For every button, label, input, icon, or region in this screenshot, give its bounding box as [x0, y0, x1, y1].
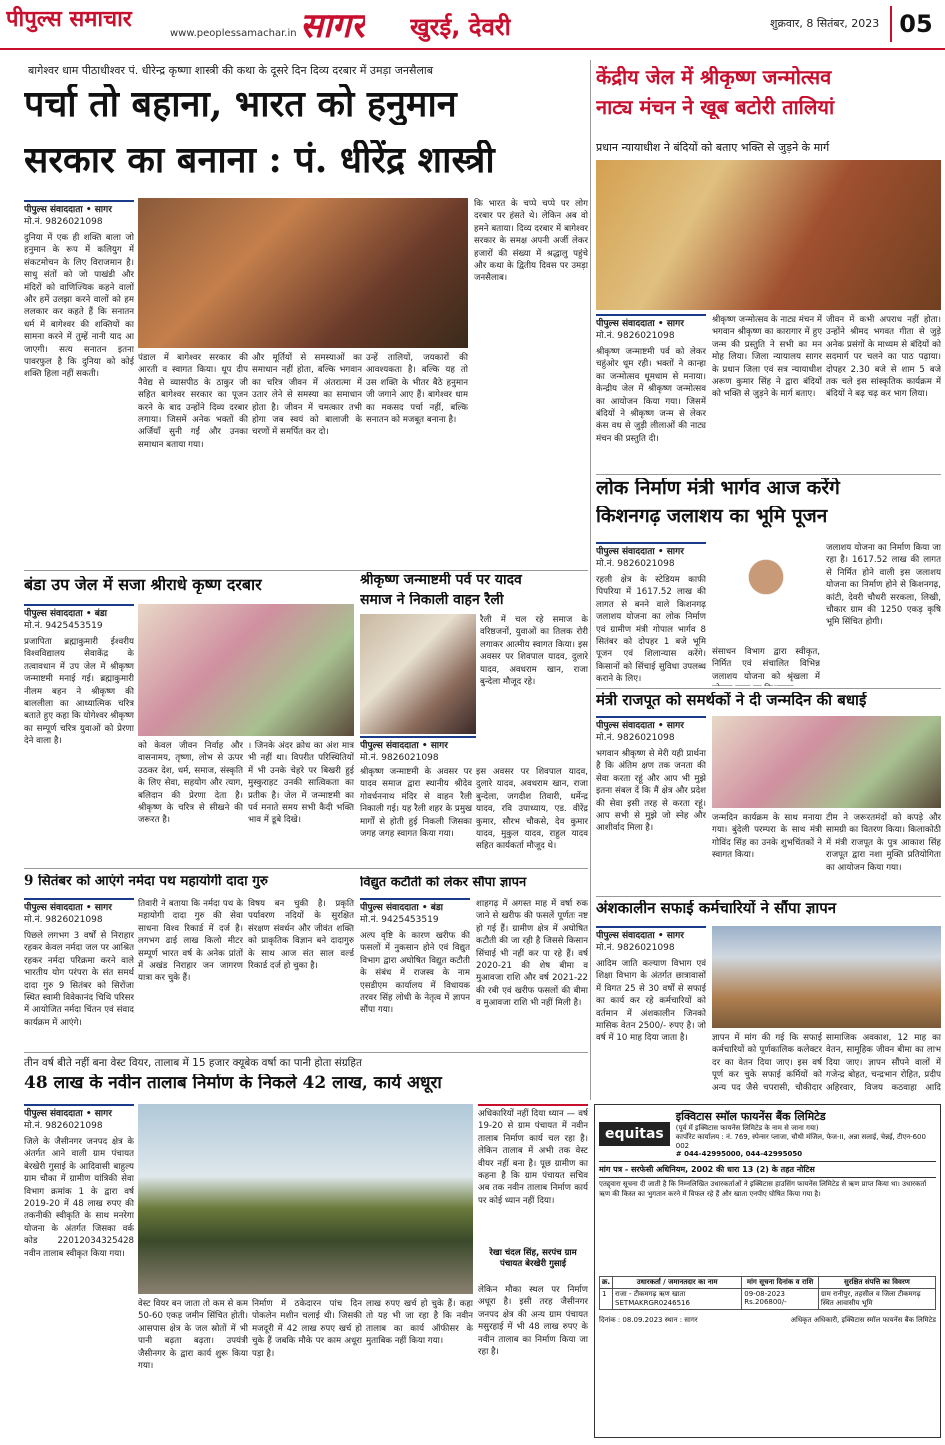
lead-col-2: पंडाल में बागेश्वर सरकार की आरती व स्वागत किया। धूप दीप नैवेद्य से व्यासपीठ के ठाकुर जी सहित बागेश्वर सरकार का पूजन करने के बाद उन्होंने दिव्य दरबार लगाया। जिसमें अनेक भक्तों की अर्जियाँ सुनी गईं और उनका समाधान बताया गया। [138, 353, 248, 450]
minister2-headline: मंत्री राजपूत को समर्थकों ने दी जन्मदिन की बधाई [596, 692, 867, 709]
pond-headline: 48 लाख के नवीन तालाब निर्माण के निकले 42 लाख, कार्य अधूरा [24, 1074, 442, 1093]
masthead [0, 0, 945, 50]
byline-phone: मो.नं. 9826021098 [596, 733, 675, 743]
minister1-byline [596, 542, 706, 570]
ad-footer [599, 1316, 936, 1325]
pond-col-4: लाख रुपए खर्च हो चुके हैं। कहा तो यह भी जा रहा है कि नवीन तालाब का कार्य ऑफीसर के मुताबिक नहीं किया गया। [366, 1299, 473, 1347]
newspaper-logo: पीपुल्स समाचार [6, 6, 132, 32]
dateline: शुक्रवार, 8 सितंबर, 2023 [770, 17, 880, 30]
ad-notice: एतद्द्वारा सूचना दी जाती है कि निम्नलिखित उधारकर्ताओं ने इक्विटास हाउसिंग फायनेंस लिमिटेड से ऋण प्राप्त किया था। उधारकर्ता ऋण की किस्त का भुगतान करने में विफल रहे हैं और खाता एनपीए घोषित किया गया है। [599, 1180, 927, 1198]
table-row [600, 1289, 936, 1310]
ad-subtitle: (पूर्व में इक्विटास फायनेंस लिमिटेड के नाम से जाना गया) [675, 1124, 819, 1132]
lead-col-3: और मूर्तियों से समस्याओं का समाधान नहीं होता, बल्कि भगवान का चरित्र जीवन में अंतरात्मा में उतार लेने से समस्या का समाधान होता है। जीवन में चमत्कार तभी होगा जब स्वयं को बालाजी के चरणों में समर्पित कर दो। [252, 353, 362, 438]
ad-footer-right: अधिकृत अधिकारी, इक्विटास स्मॉल फायनेंस बैंक लिमिटेड [790, 1316, 936, 1324]
sweepers-col-2: ज्ञापन में मांग की गई कि सफाई कर्मचारियों को पूर्णकालिक कलेक्टर दर का वेतन दिया जाए। इस वर्ष पूर्ण कर चुके सफाई कर्मियों को अन्य पद जैसे चपरासी, चौकीदार [712, 1033, 822, 1093]
minister1-col-3: जलाशय योजना का निर्माण किया जा रहा है। 1617.52 लाख की लागत से निर्मित होने वाली इस जलाशय योजना का निर्माण होने से किशनगढ़, कांटी, देवरी चौधरी सरकला, लिखी, चौकार ग्राम की 1250 एकड़ कृषि भूमि सिंचित होगी। [826, 543, 941, 628]
ad-table-header [600, 1277, 936, 1289]
power-col-2: शाहगढ़ में अगस्त माह में वर्षा रुक जाने से खरीफ की फसलें पूर्णतः नष्ट हो गई हैं। ग्रामीण क्षेत्र में अघोषित कटौती की जा रही है जिससे किसान सिंचाई भी नहीं कर पा रहे हैं। वर्ष 2020-21 की शेष बीमा व मुआवजा राशि और वर्ष 2021-22 की रबी एवं खरीफ फसलों की बीमा व मुआवजा राशि भी नहीं मिली है। [476, 899, 588, 1009]
lead-col-5: कि भारत के चप्पे चप्पे पर लोग दरबार पर हंसते थे। लेकिन अब वो हमने बताया। दिव्य दरबार में बागेश्वर सरकार के समक्ष अपनी अर्जी लेकर हजारों की संख्या में श्रद्धालु पहुंचे और कथा के द्वितीय दिवस पर उमड़ा जनसैलाब। [474, 199, 588, 284]
minister2-byline [596, 716, 706, 744]
byline-text: पीपुल्स संवाददाता • बंडा [360, 903, 444, 913]
ad-cell: 1 [600, 1289, 613, 1310]
pond-quote-by: रेखा चंदल सिंह, सरपंच ग्राम पंचायत बेरखेरी गुसाई [489, 1248, 577, 1269]
ad-header [599, 1109, 936, 1162]
lead-byline [24, 200, 134, 228]
banda-col-1: प्रजापिता ब्रह्माकुमारी ईश्वरीय विश्वविद्यालय सेवाकेंद्र के तत्वावधान में उप जेल में श्रीकृष्ण जन्माष्टमी मनाई गई। ब्रह्माकुमारी नीलम बहन ने श्रीकृष्ण की बाललीला का आध्यात्मिक चरित्र बताते हुए कहा कि योगेश्वर श्रीकृष्ण का सम्पूर्ण चरित्र युवाओं को प्रेरणा देने वाला है। [24, 637, 134, 747]
birthday-photo [712, 716, 941, 808]
ad-title: इक्विटास स्मॉल फायनेंस बैंक लिमिटेड [675, 1110, 826, 1123]
jail-photo [596, 160, 941, 310]
banda-photo [138, 604, 354, 736]
minister2-col-1: भगवान श्रीकृष्ण से मेरी यही प्रार्थना है कि अंतिम क्षण तक जनता की सेवा करता रहूं और आप भी मुझे इतना संबल दें कि मैं क्षेत्र और प्रदेश की सेवा इसी तरह से करता रहूं। आप सभी से मुझे जो स्नेह और आशीर्वाद मिला है। [596, 749, 706, 834]
banda-col-3: । जिनके अंदर क्रोध का अंश मात्र भी नहीं था। विपरीत परिस्थितियों में भी उनके चेहरे पर बिखरी हुई मुस्कुराहट उनकी सात्विकता का प्रतीक है। जेल में जन्माष्टमी का पर्व मनाते समय सभी कैदी भक्ति भाव में डूबे दिखे। [248, 741, 354, 826]
equitas-ad [594, 1104, 941, 1438]
section-divider [596, 896, 941, 897]
jail-col-2: श्रीकृष्ण जन्मोत्सव के नाट्य मंचन में भगवान श्रीकृष्ण का कारागार में हुए जन्म की प्रस्तुति ने सभी का मन मोह लिया। जिला न्यायालय सागर के प्रधान जिला एवं सत्र न्यायाधीश अरूण कुमार सिंह ने द्वारा बंदियों को भक्ति से जुड़ने के मार्ग बताए। [712, 315, 822, 400]
lead-headline-1: पर्चा तो बहाना, भारत को हनुमान [24, 84, 457, 125]
ad-col-2: उधारकर्ता / जमानतदार का नाम [613, 1277, 742, 1289]
lead-headline-2: सरकार का बनाना : पं. धीरेंद्र शास्त्री [24, 140, 495, 181]
rally-headline-1: श्रीकृष्ण जन्माष्टमी पर्व पर यादव [360, 572, 522, 588]
narmada-headline: 9 सितंबर को आएंगे नर्मदा पथ महायोगी दादा गुरु [24, 874, 268, 889]
rally-headline-2: समाज ने निकाली वाहन रैली [360, 592, 504, 608]
edition-sub: खुरई, देवरी [410, 13, 511, 41]
byline-phone: मो.नं. 9826021098 [596, 943, 675, 953]
pond-col-3: निर्माण में ठकेदारन पांच दिन पोकलेन मशीन चलाई थी। जिसकी मजदूरी में 42 लाख रुपए खर्च हो चुके हैं जबकि मौके पर काम अधूरा पड़ा है। [252, 1299, 362, 1359]
ad-phone: # 044-42995000, 044-42995050 [675, 1150, 803, 1158]
sweepers-byline [596, 926, 706, 954]
ad-col-4: सुरक्षित संपत्ति का विवरण [818, 1277, 935, 1289]
power-headline: विद्युत कटौती को लेकर सौंपा ज्ञापन [360, 876, 527, 890]
byline-phone: मो.नं. 9826021098 [596, 559, 675, 569]
byline-phone: मो.नं. 9826021098 [24, 915, 103, 925]
ad-address: कार्पोरेट कार्यालय : नं. 769, स्पेन्सर प्लाजा, चौथी मंजिल, फेज-II, अन्ना सलाई, चेन्नई, टीएन-600 002 [675, 1133, 926, 1150]
narmada-byline [24, 898, 134, 926]
pond-photo [138, 1104, 473, 1294]
minister1-caption: संसाधन विभाग द्वारा स्वीकृत, निर्मित एवं संचालित विभिन्न जलाशय योजना को श्रृंखला में [712, 647, 820, 682]
ad-cell: ग्राम रानीपुर, तहसील व जिला टीकमगढ़ स्थित आवासीय भूमि [818, 1289, 935, 1310]
equitas-logo: equitas [599, 1122, 670, 1146]
lead-photo [138, 198, 468, 348]
section-divider [596, 474, 941, 475]
banda-col-2: को केवल जीवन निर्वाह और वासनामय, तृष्णा, लोभ से ऊपर उठकर देश, धर्म, समाज, संस्कृति के लिए सेवा, सहयोग और त्याग, बलिदान की प्रेरणा देता है। श्रीकृष्ण के चरित्र से सीखने की जरूरत है। [138, 741, 243, 826]
sweepers-col-3: सामाजिक अवकाश, 12 माह का वेतन, सामूहिक जीवन बीमा का लाभ दिया जाए। ज्ञापन सौंपने वालों में गजेन्द्र बोहत, चन्द्रभान रोहित, प्रदीप अहिरवार, विजय कठवाहा आदि [826, 1033, 941, 1093]
rally-col-1: श्रीकृष्ण जन्माष्टमी के अवसर पर यादव समाज द्वारा स्थानीय श्रीदेव गोवर्धननाथ मंदिर से वाहन रैली निकाली गई। यह रैली शहर के प्रमुख मार्गों से होती हुई निकली जिसका जगह जगह स्वागत किया गया। [360, 767, 472, 840]
sweepers-col-1: आदिम जाति कल्याण विभाग एवं शिक्षा विभाग के अंतर्गत छात्रावासों में विगत 25 से 30 वर्षों से सफाई का कार्य कर रहे कर्मचारियों को वर्तमान में अंशकालीन जिनको मासिक वेतन 2500/- रुपए है। जो वर्ष में 10 माह दिया जाता है। [596, 959, 706, 1044]
ad-table [599, 1276, 936, 1310]
pond-callout: अधिकारियों नहीं दिया ध्यान — वर्ष 19-20 से ग्राम पंचायत में नवीन तालाब निर्माण कार्य चल रहा है। लेकिन तालाब में अभी तक वेस्ट वीयर नहीं बना है। पूछ ग्रामीण का कहना है कि ग्राम पंचायत सचिव अब तक नवीन तालाब निर्माण कार्य पर कोई ध्यान नहीं दिया। [478, 1109, 588, 1206]
banda-byline [24, 604, 134, 632]
ad-cell: राजा - टीकमगढ़ ऋण खाता SETMAKRGR0246516 [613, 1289, 742, 1310]
pond-col-5: लेकिन मौका स्थल पर निर्माण अधूरा है। इसी तरह जैसीनगर जनपद क्षेत्र की अन्य ग्राम पंचायत मसुरहाई में भी 48 लाख रुपए के नवीन तालाब का निर्माण किया जा रहा है। [478, 1285, 588, 1358]
narmada-col-3: विषय बन चुकी है। प्रकृति पर्यावरण नदियों के सुरक्षित संरक्षण संवर्धन और जीवंत शक्ति को प्राकृतिक विज्ञान बने दादागुरु के साथ आज संत साल वर्ल्ड रिकार्ड दर्ज हो चुका है। [248, 899, 354, 972]
rally-photo [360, 614, 476, 734]
pond-col-2: वेस्ट वियर बन जाता तो कम से कम 50-60 एकड़ जमीन सिंचित होती। आसपास क्षेत्र के जल स्रोतों में भी पानी बढ़ता बढ़ता। उपयंत्री जैसीनगर के द्वारा कार्य शुरू किया गया। [138, 1299, 248, 1372]
ad-col-3: मांग सूचना दिनांक व राशि [742, 1277, 819, 1289]
lead-col-4: उन्हें तालियों, जयकारों की आवश्यकता है। बल्कि यह तो उस शक्ति के भीतर बैठे हनुमान जी जगाने आए हैं। बागेश्वर धाम का मकसद पर्चा नहीं, बल्कि सनातन को मजबूत बनाना है। [366, 353, 468, 426]
byline-text: पीपुल्स संवाददाता • सागर [596, 721, 684, 731]
power-byline [360, 898, 470, 926]
column-divider [590, 60, 591, 1100]
narmada-col-2: तिवारी ने बताया कि नर्मदा पथ के महायोगी दादा गुरु की सेवा साधना विश्व रिकार्ड में दर्ज है। लगभग ढाई लाख किलो मीटर सम्पूर्ण भारत वर्ष के अनेक प्रांतों में अखंड निराहार जन जागरण यात्रा कर चुके हैं। [138, 899, 243, 984]
edition-city: सागर [300, 6, 365, 46]
jail-headline-1: केंद्रीय जेल में श्रीकृष्ण जन्मोत्सव [596, 66, 832, 89]
section-divider [24, 1052, 588, 1053]
site-url: www.peoplessamachar.in [170, 28, 297, 39]
jail-deck: प्रधान न्यायाधीश ने बंदियों को बताए भक्ति से जुड़ने के मार्ग [596, 141, 830, 154]
pond-kicker: तीन वर्ष बीते नहीं बना वेस्ट वियर, तालाब में 15 हजार क्यूबेक वर्षा का पानी होता संग्रहित [24, 1057, 362, 1069]
byline-text: पीपुल्स संवाददाता • सागर [596, 931, 684, 941]
minister-portrait [712, 542, 820, 642]
jail-col-3: जीवन में कभी अपराध नहीं होता। उन्होंने श्रीमद भगवत गीता से जुड़े अनेक प्रसंगों के माध्यम से बंदियों को सदमार्ग पर चलने का पाठ पढ़ाया। दोपहर 2.30 बजे से शाम 5 बजे तक चले इस सांस्कृतिक कार्यक्रम में बंदियों ने बढ़ चढ़ कर भाग लिया। [826, 315, 941, 400]
rally-col-2: इस अवसर पर शिवपाल यादव, दुलारे यादव, अवधराम खान, राजा बुन्देला, जगदीश तिवारी, धर्मेन्द्र यादव, रवि उपाध्याय, एड. वीरेंद्र कुमार, सौरभ चौकसे, देव कुमार यादव, मुकुल यादव, राहुल यादव सहित कार्यकर्ता मौजूद थे। [476, 767, 588, 852]
byline-phone: मो.नं. 9826021098 [24, 1121, 103, 1131]
lead-col-1: दुनिया में एक ही शक्ति बाला जो हनुमान के रूप में कलियुग में संकटमोचन के लिए विराजमान है। साधु संतों को जो पाखंडी और मंदिरों को वाणिज्यिक कहने वालों और हमें उलझा करने वालों को हम ललकार कर कहते हैं कि सनातन धर्म में बागेश्वर की शक्तियों का सामना करने में तुम्हें नानी याद आ जाएगी। सत्य सनातन इतना पावरफुल है कि दुनिया को कोई शक्ति हिला नहीं सकती। [24, 233, 134, 380]
jail-byline [596, 314, 706, 342]
rally-byline [360, 736, 476, 764]
byline-text: पीपुल्स संवाददाता • सागर [24, 903, 112, 913]
sweepers-photo [712, 926, 941, 1028]
pond-col-1: जिले के जैसीनगर जनपद क्षेत्र के अंतर्गत आने वाली ग्राम पंचायत बेरखेरी गुसाई के आदिवासी बाहुल्य ग्राम चौका में ग्रामीण यांत्रिकी सेवा विभाग क्रमांक 1 के द्वारा वर्ष 2019-20 में 48 लाख रुपए की तकनीकी स्वीकृति के साथ मनरेगा योजना के अंतर्गत जिसका वर्क कोड 22012034325428 नवीन तालाब स्वीकृत किया गया। [24, 1137, 134, 1259]
byline-phone: मो.नं. 9826021098 [24, 217, 103, 227]
page-number: 05 [890, 6, 940, 42]
rally-side: रैली में चल रहे समाज के वरिष्ठजनों, युवाओं का तिलक रोरी लगाकर आत्मीय स्वागत किया। इस अवसर पर शिवपाल यादव, दुलारे यादव, अवधराम खान, राजा बुन्देला मौजूद रहे। [480, 615, 588, 688]
sweepers-headline: अंशकालीन सफाई कर्मचारियों ने सौंपा ज्ञापन [596, 900, 837, 917]
lead-kicker: बागेश्वर धाम पीठाधीश्वर पं. धीरेन्द्र कृष्णा शास्त्री की कथा के दूसरे दिन दिव्य दरबार में उमड़ा जनसैलाब [28, 64, 434, 77]
minister2-col-3: टीम ने जरूरतमंदों को कपड़े और सामग्री का वितरण किया। किलाकोठी में मंत्री राजपूत के पुत्र आकाश सिंह राजपूत द्वारा नशा मुक्ति प्रतियोगिता का आयोजन किया गया। [826, 813, 941, 873]
byline-text: पीपुल्स संवाददाता • सागर [596, 319, 684, 329]
ad-col-1: क्र. [600, 1277, 613, 1289]
section-divider [24, 868, 588, 869]
power-col-1: अल्प वृष्टि के कारण खरीफ की फसलों में नुकसान होने एवं विद्युत विभाग द्वारा अघोषित विद्युत कटौती के संबंध में राजस्व के नाम एसडीएम कार्यालय में विधायक तरवर सिंह लोधी के नेतृत्व में ज्ञापन सौंपा गया। [360, 931, 470, 1016]
jail-headline-2: नाट्य मंचन ने खूब बटोरी तालियां [596, 96, 835, 119]
byline-phone: मो.नं. 9425453519 [24, 621, 103, 631]
ad-title-block [676, 1109, 936, 1158]
minister1-headline-1: लोक निर्माण मंत्री भार्गव आज करेंगे [596, 478, 840, 499]
byline-phone: मो.नं. 9425453519 [360, 915, 439, 925]
pond-byline [24, 1104, 134, 1132]
minister1-col-1: रहली क्षेत्र के स्टेडियम काफी पिपरिया में 1617.52 लाख की लागत से बनने वाले किशनगढ़ जलाशय योजना का लोक निर्माण एवं ग्रामीण मंत्री गोपाल भार्गव 8 सितंबर को दोपहर 1 बजे भूमि पूजन एवं शिलान्यास करेंगे। किसानों को सिंचाई सुविधा उपलब्ध कराने के लिए। [596, 575, 706, 684]
pond-callout-box [478, 1104, 588, 1280]
section-divider [24, 570, 588, 571]
narmada-col-1: पिछले लगभग 3 वर्षों से निराहार रहकर केवल नर्मदा जल पर आश्रित रहकर नर्मदा परिक्रमा करने वाले भारतीय योग परंपरा के संत समर्थ दादा गुरु 9 सितंबर को सिरोंजा स्थित स्वामी विवेकानंद चिथि परिसर में आयोजित नर्मदा चिंतन एवं संवाद कार्यक्रम में आएंगे। [24, 931, 134, 1028]
byline-text: पीपुल्स संवाददाता • सागर [24, 205, 112, 215]
section-divider [596, 688, 941, 689]
byline-text: पीपुल्स संवाददाता • सागर [24, 1109, 112, 1119]
jail-col-1: श्रीकृष्ण जन्माष्टमी पर्व को लेकर चहुंओर धूम रही। भक्तों ने कान्हा का जन्मोत्सव धूमधाम से मनाया। केन्द्रीय जेल में श्रीकृष्ण जन्मोत्सव का आयोजन किया गया। जिसमें बंदियों ने श्रीकृष्ण जन्म से लेकर कंस वध से जुड़ी लीलाओं की नाट्य मंचन की प्रस्तुति दी। [596, 347, 706, 444]
byline-text: पीपुल्स संवाददाता • सागर [360, 741, 448, 751]
minister1-headline-2: किशनगढ़ जलाशय का भूमि पूजन [596, 506, 828, 527]
banda-headline: बंडा उप जेल में सजा श्रीराधे कृष्ण दरबार [24, 576, 262, 594]
ad-footer-left: दिनांक : 08.09.2023 स्थान : सागर [599, 1316, 698, 1324]
byline-text: पीपुल्स संवाददाता • बंडा [24, 609, 108, 619]
minister2-caption: जन्मदिन कार्यक्रम के साथ मनाया गया। बुंदेली परम्परा के साथ मंत्री गोविंद सिंह का उनके शुभचिंतकों ने स्वागत किया। [712, 813, 822, 861]
byline-phone: मो.नं. 9826021098 [596, 331, 675, 341]
ad-section: मांग पत्र - सरफेसी अधिनियम, 2002 की धारा 13 (2) के तहत नोटिस [599, 1162, 936, 1178]
ad-cell: 09-08-2023 Rs.206800/- [742, 1289, 819, 1310]
byline-text: पीपुल्स संवाददाता • सागर [596, 547, 684, 557]
byline-phone: मो.नं. 9826021098 [360, 753, 439, 763]
